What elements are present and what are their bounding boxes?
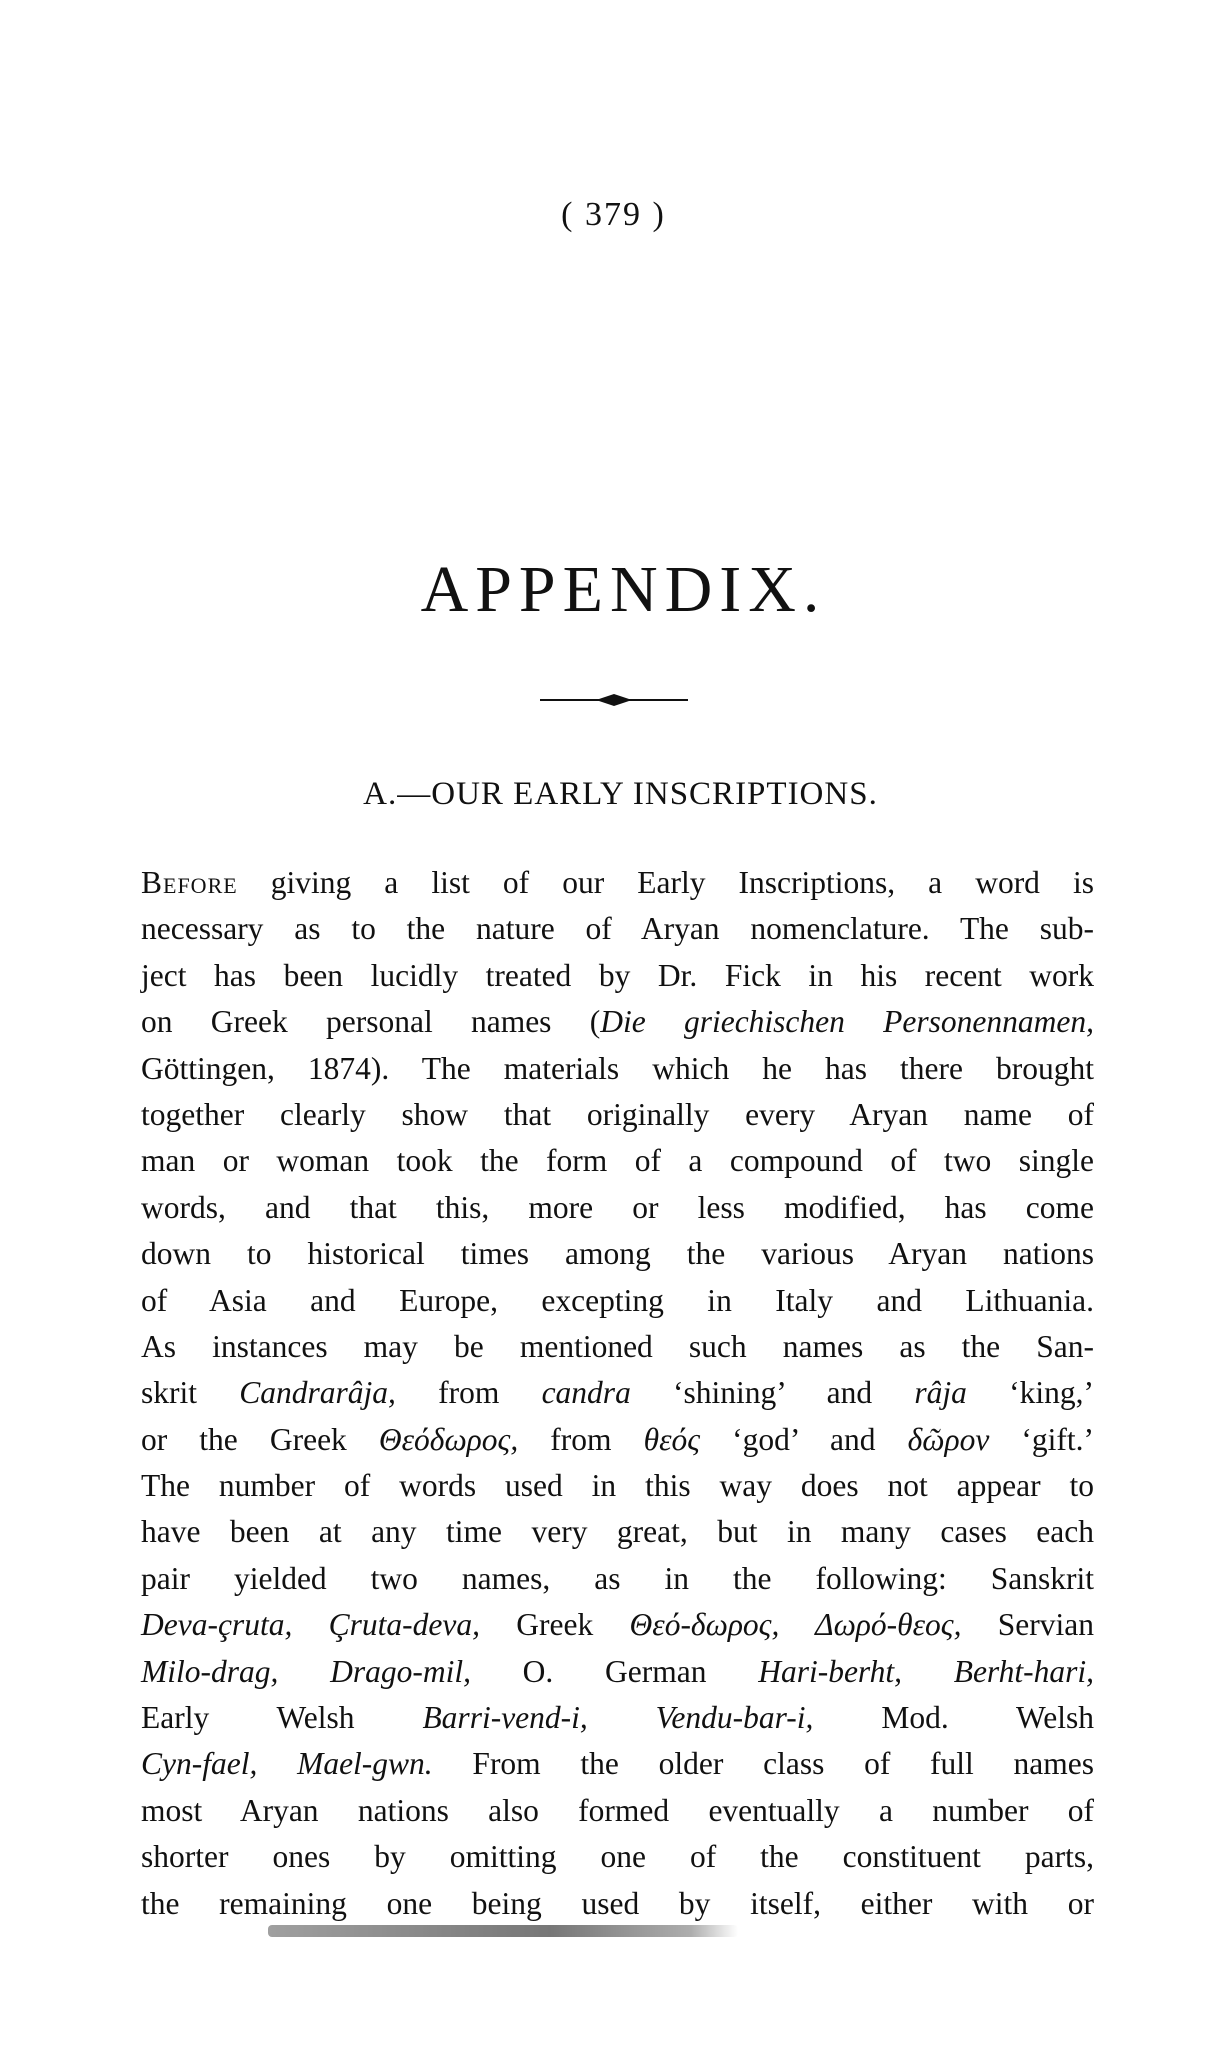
italic-text: Candrarâja, <box>239 1375 396 1411</box>
text-run: shorter ones by omitting one of the constituent parts, <box>141 1839 1094 1875</box>
page-title: APPENDIX. <box>420 553 827 626</box>
text-run: As instances may be mentioned such names as the San- <box>141 1328 1094 1364</box>
text-line <box>141 1278 1094 1324</box>
text-run: giving a list of our Early Inscriptions, a word is <box>237 865 1094 900</box>
italic-text: candra <box>541 1375 631 1411</box>
scan-smudge <box>268 1925 738 1937</box>
text-line <box>141 1556 1094 1602</box>
text-line <box>141 1788 1094 1834</box>
text-line <box>141 1092 1094 1138</box>
text-line <box>141 1834 1094 1880</box>
text-line <box>141 1231 1094 1277</box>
text-line <box>141 1602 1094 1648</box>
text-run: From the older class of full names <box>432 1746 1094 1782</box>
text-line <box>141 1324 1094 1370</box>
text-run: Before <box>141 865 238 900</box>
text-run: necessary as to the nature of Aryan nomenclature. The sub- <box>141 911 1094 947</box>
text-run: skrit <box>141 1375 240 1411</box>
text-line <box>141 1695 1094 1741</box>
italic-text: Milo-drag, Drago-mil, <box>141 1653 471 1689</box>
text-line <box>141 1185 1094 1231</box>
text-run: Servian <box>961 1607 1094 1643</box>
text-line <box>141 953 1094 999</box>
text-run: Greek <box>479 1607 630 1643</box>
text-line <box>141 1138 1094 1184</box>
italic-text: Cyn-fael, Mael-gwn. <box>141 1746 433 1782</box>
text-run: O. German <box>470 1653 759 1689</box>
text-run: from <box>395 1375 542 1411</box>
text-run: ‘god’ and <box>700 1421 908 1457</box>
text-run: pair yielded two names, as in the following: Sanskrit <box>141 1560 1094 1596</box>
text-run: have been at any time very great, but in many cases each <box>141 1514 1094 1550</box>
body-text <box>141 860 1094 1927</box>
italic-text: Deva-çruta, Çruta-deva, <box>141 1607 480 1643</box>
section-heading: A.—OUR EARLY INSCRIPTIONS. <box>363 776 878 812</box>
text-run: down to historical times among the various Aryan nations <box>141 1236 1094 1272</box>
text-run: ‘gift.’ <box>989 1421 1094 1457</box>
text-run: Early Welsh <box>141 1700 423 1736</box>
page-number: ( 379 ) <box>561 196 666 233</box>
italic-text: Barri-vend-i, Vendu-bar-i, <box>422 1700 814 1736</box>
text-line <box>141 1417 1094 1463</box>
text-line <box>141 906 1094 952</box>
text-run: on Greek personal names ( <box>141 1004 601 1040</box>
text-run: The number of words used in this way does not appear to <box>141 1468 1094 1504</box>
text-run: words, and that this, more or less modified, has come <box>141 1189 1094 1225</box>
text-run: the remaining one being used by itself, either with or <box>141 1885 1094 1921</box>
text-run: Mod. Welsh <box>813 1700 1095 1736</box>
text-run: ‘king,’ <box>966 1375 1094 1411</box>
text-run: ‘shining’ and <box>630 1375 915 1411</box>
italic-text: Θεόδωρος, <box>378 1421 519 1457</box>
text-run: from <box>518 1421 644 1457</box>
ornamental-divider <box>540 690 688 710</box>
text-run: of Asia and Europe, excepting in Italy and Lithuania. <box>141 1282 1094 1318</box>
text-line <box>141 1463 1094 1509</box>
text-line <box>141 1046 1094 1092</box>
text-run: Göttingen, 1874). The materials which he has there brought <box>141 1050 1094 1086</box>
text-run: or the Greek <box>141 1421 379 1457</box>
text-line <box>141 1741 1094 1787</box>
text-line <box>141 1509 1094 1555</box>
text-run: ject has been lucidly treated by Dr. Fick in his recent work <box>141 957 1094 993</box>
text-run: most Aryan nations also formed eventually a number of <box>141 1792 1094 1828</box>
text-line <box>141 1881 1094 1927</box>
text-line <box>141 1649 1094 1695</box>
italic-text: râja <box>914 1375 967 1411</box>
italic-text: Die griechischen Personennamen, <box>600 1004 1094 1040</box>
text-run: man or woman took the form of a compound of two single <box>141 1143 1094 1179</box>
text-run: together clearly show that originally every Aryan name of <box>141 1096 1094 1132</box>
italic-text: Hari-berht, Berht-hari, <box>758 1653 1095 1689</box>
text-line <box>141 1370 1094 1416</box>
italic-text: Θεό-δωρος, Δωρό-θεος, <box>629 1607 962 1643</box>
text-line <box>141 999 1094 1045</box>
text-line <box>141 860 1094 906</box>
italic-text: δῶρον <box>907 1421 990 1457</box>
italic-text: θεός <box>643 1421 701 1457</box>
